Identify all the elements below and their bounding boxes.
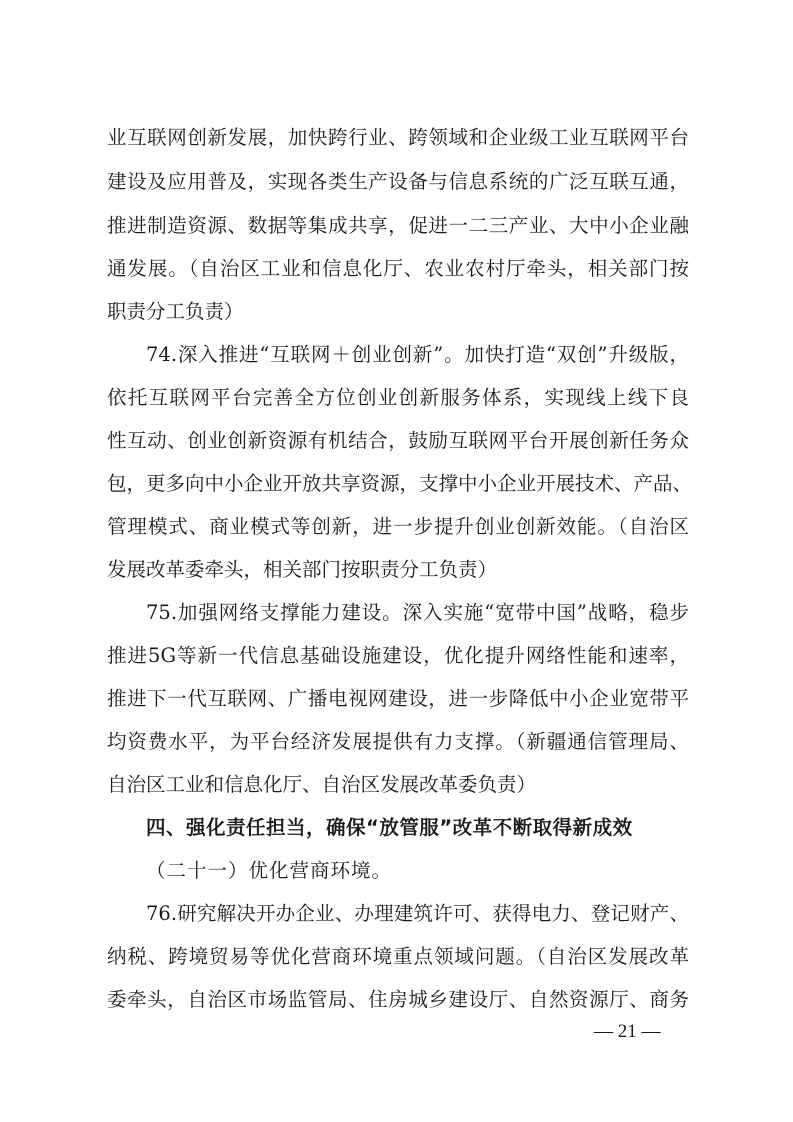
section-heading: 四、强化责任担当，确保“放管服”改革不断取得新成效 — [146, 816, 633, 839]
item-76-first-line: 76.研究解决开办企业、办理建筑许可、获得电力、登记财产、 — [146, 902, 689, 925]
subsection-heading: （二十一）优化营商环境。 — [146, 859, 393, 882]
body-text-line: 自治区工业和信息化厅、自治区发展改革委负责） — [107, 773, 537, 796]
body-text-line: 职责分工负责） — [107, 300, 244, 323]
body-text-line: 依托互联网平台完善全方位创业创新服务体系，实现线上线下良 — [107, 386, 689, 409]
body-text-line: 业互联网创新发展，加快跨行业、跨领域和企业级工业互联网平台 — [107, 126, 689, 149]
body-text-line: 建设及应用普及，实现各类生产设备与信息系统的广泛互联互通， — [107, 170, 689, 193]
body-text-line: 包，更多向中小企业开放共享资源，支撑中小企业开展技术、产品、 — [107, 472, 693, 495]
body-text-line: 管理模式、商业模式等创新，进一步提升创业创新效能。（自治区 — [107, 515, 689, 538]
item-75-first-line: 75.加强网络支撑能力建设。深入实施“宽带中国”战略，稳步 — [146, 601, 689, 624]
body-text-line: 推进制造资源、数据等集成共享，促进一二三产业、大中小企业融 — [107, 214, 689, 237]
body-text-line: 推进5G等新一代信息基础设施建设，优化提升网络性能和速率， — [107, 644, 689, 667]
page-number: — 21 — — [594, 1021, 661, 1042]
body-text-line: 委牵头，自治区市场监管局、住房城乡建设厅、自然资源厅、商务 — [107, 988, 689, 1011]
body-text-line: 发展改革委牵头，相关部门按职责分工负责） — [107, 558, 498, 581]
body-text-line: 均资费水平，为平台经济发展提供有力支撑。（新疆通信管理局、 — [107, 730, 689, 753]
item-74-first-line: 74.深入推进“互联网＋创业创新”。加快打造“双创”升级版， — [146, 343, 689, 366]
body-text-line: 通发展。（自治区工业和信息化厅、农业农村厅牵头，相关部门按 — [107, 257, 689, 280]
body-text-line: 性互动、创业创新资源有机结合，鼓励互联网平台开展创新任务众 — [107, 429, 689, 452]
body-text-line: 纳税、跨境贸易等优化营商环境重点领域问题。（自治区发展改革 — [107, 945, 689, 968]
body-text-line: 推进下一代互联网、广播电视网建设，进一步降低中小企业宽带平 — [107, 687, 689, 710]
